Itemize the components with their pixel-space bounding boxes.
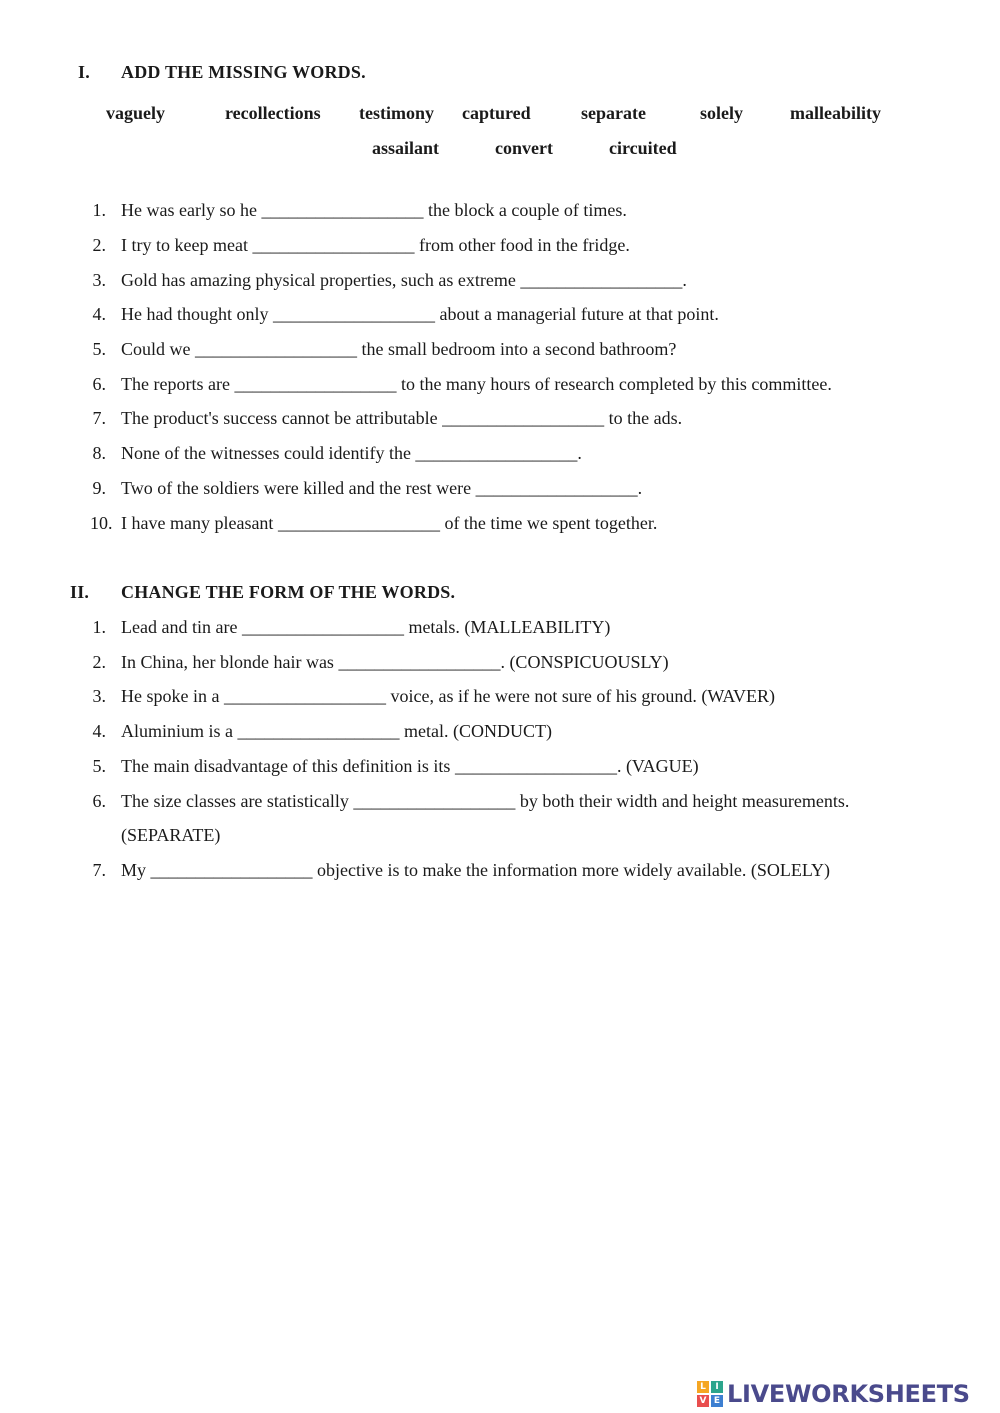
word-bank-item: malleability bbox=[790, 103, 881, 123]
question-number: 3. bbox=[92, 686, 106, 706]
question-number: 7. bbox=[92, 860, 106, 880]
liveworksheets-mark-icon bbox=[697, 1381, 723, 1407]
question-number: 8. bbox=[92, 443, 106, 463]
word-bank-item: recollections bbox=[225, 103, 321, 123]
question-text: The reports are __________________ to the many hours of research completed by this committee. bbox=[121, 374, 832, 394]
question-text: My __________________ objective is to make the information more widely available. (SOLELY) bbox=[121, 860, 831, 880]
question-text: In China, her blonde hair was __________________. (CONSPICUOUSLY) bbox=[121, 652, 669, 672]
word-bank-item: circuited bbox=[609, 138, 677, 158]
word-bank-item: testimony bbox=[359, 103, 434, 123]
question-number: 2. bbox=[92, 652, 106, 672]
section-2-title: CHANGE THE FORM OF THE WORDS. bbox=[121, 582, 456, 602]
question-text: I have many pleasant __________________ of the time we spent together. bbox=[121, 513, 658, 533]
word-bank-item: captured bbox=[462, 103, 531, 123]
word-bank-item: vaguely bbox=[106, 103, 166, 123]
question-text: The product's success cannot be attributable __________________ to the ads. bbox=[121, 408, 683, 428]
mark-tile: I bbox=[711, 1381, 723, 1393]
word-bank-item: solely bbox=[700, 103, 743, 123]
question-number: 4. bbox=[92, 304, 106, 324]
question-number: 6. bbox=[92, 374, 106, 394]
question-text: He was early so he __________________ the block a couple of times. bbox=[121, 200, 627, 220]
question-number: 5. bbox=[92, 756, 106, 776]
question-text: Aluminium is a __________________ metal. (CONDUCT) bbox=[121, 721, 552, 741]
question-text: Gold has amazing physical properties, such as extreme __________________. bbox=[121, 270, 687, 290]
question-text: The main disadvantage of this definition is its __________________. (VAGUE) bbox=[121, 756, 699, 776]
section-1-title: ADD THE MISSING WORDS. bbox=[121, 62, 366, 82]
question-text: Lead and tin are __________________ metals. (MALLEABILITY) bbox=[121, 617, 611, 637]
question-text: Two of the soldiers were killed and the rest were __________________. bbox=[121, 478, 643, 498]
question-text: The size classes are statistically __________________ by both their width and height measurements. bbox=[121, 791, 850, 811]
question-text: None of the witnesses could identify the __________________. bbox=[121, 443, 582, 463]
question-number: 5. bbox=[92, 339, 106, 359]
question-number: 6. bbox=[92, 791, 106, 811]
question-number: 7. bbox=[92, 408, 106, 428]
mark-tile: L bbox=[697, 1381, 709, 1393]
question-text: He had thought only __________________ about a managerial future at that point. bbox=[121, 304, 719, 324]
question-text: He spoke in a __________________ voice, as if he were not sure of his ground. (WAVER) bbox=[121, 686, 776, 706]
question-number: 2. bbox=[92, 235, 106, 255]
question-number: 9. bbox=[92, 478, 106, 498]
question-number: 1. bbox=[92, 200, 106, 220]
word-bank-item: assailant bbox=[372, 138, 440, 158]
question-number: 10. bbox=[90, 513, 113, 533]
question-text: I try to keep meat __________________ from other food in the fridge. bbox=[121, 235, 630, 255]
section-2-numeral: II. bbox=[70, 582, 90, 602]
mark-tile: E bbox=[711, 1395, 723, 1407]
liveworksheets-logo[interactable] bbox=[697, 1378, 970, 1410]
word-bank-item: convert bbox=[495, 138, 553, 158]
question-continuation: (SEPARATE) bbox=[121, 825, 221, 845]
question-number: 1. bbox=[92, 617, 106, 637]
question-text: Could we __________________ the small bedroom into a second bathroom? bbox=[121, 339, 677, 359]
question-number: 4. bbox=[92, 721, 106, 741]
mark-tile: V bbox=[697, 1395, 709, 1407]
section-2-header bbox=[0, 582, 1000, 606]
question-number: 3. bbox=[92, 270, 106, 290]
word-bank-item: separate bbox=[581, 103, 646, 123]
section-1-numeral: I. bbox=[78, 62, 90, 82]
section-1-header bbox=[0, 62, 1000, 86]
brand-name: LIVEWORKSHEETS bbox=[727, 1380, 970, 1408]
